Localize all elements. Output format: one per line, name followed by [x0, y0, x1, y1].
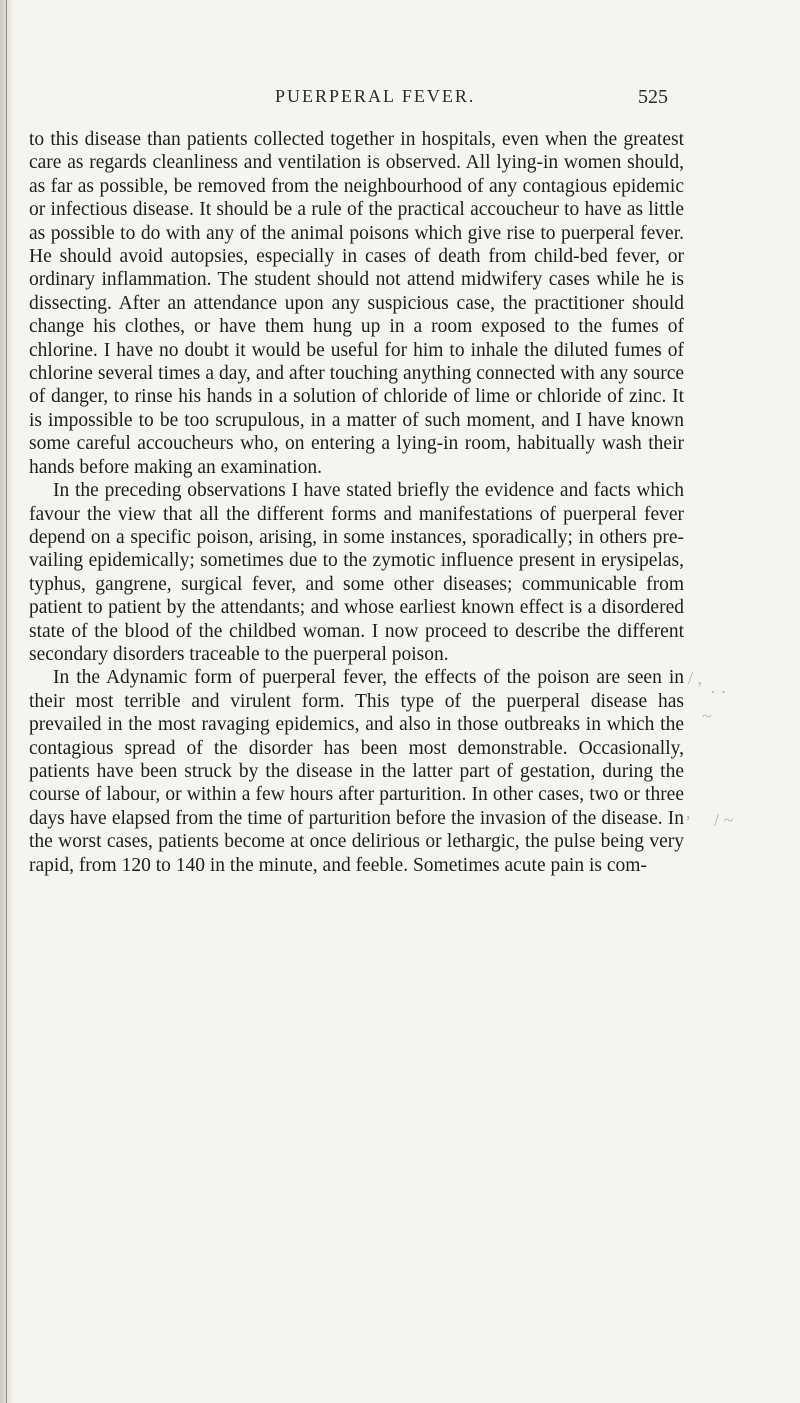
margin-mark: , — [686, 802, 691, 822]
paragraph-1: to this disease than patients collected together in hospitals, even when the greatest care as regards cleanliness and ventilation is observed. All lying-in women should, as far as possible, be removed from the neighbourhood of any contagious epidemic or infectious disease. It should be a rule of the practical accoucheur to have as little as possible to do with any of the animal poisons which give rise to puerperal fever. He should avoid autopsies, especially in cases of death from child-bed fever, or ordinary inflammation. The student should not attend midwifery cases while he is dissecting. After an attendance upon any suspicious case, the practitioner should change his clothes, or have them hung up in a room exposed to the fumes of chlorine. I have no doubt it would be useful for him to inhale the diluted fumes of chlorine several times a day, and after touching anything connected with any source of danger, to rinse his hands in a solution of chloride of lime or chloride of zinc. It is impossible to be too scrupulous, in a matter of such moment, and I have known some careful accoucheurs who, on entering a lying-in room, habitually wash their hands before making an examination. — [29, 129, 684, 478]
margin-mark: / ~ — [714, 810, 734, 830]
margin-mark: / , — [688, 668, 703, 688]
page-header — [0, 86, 800, 116]
page-gutter — [0, 0, 14, 1403]
margin-mark: ~ — [702, 706, 712, 726]
paragraph-3: In the Adynamic form of puerperal fever, the effects of the poison are seen in their most terrible and virulent form. This type of the puerperal disease has prevailed in the most ravaging epidemics, and also in those outbreaks in which the contagious spread of the disorder has been most demonstrable. Occasionally, patients have been struck by the disease in the latter part of gestation, during the course of labour, or within a few hours after parturition. In other cases, two or three days have elapsed from the time of parturition before the invasion of the disease. In the worst cases, patients become at once delirious or lethargic, the pulse being very rapid, from 120 to 140 in the minute, and feeble. Sometimes acute pain is com- — [29, 667, 684, 876]
page-number: 525 — [638, 86, 668, 108]
faint-margin-marks — [680, 668, 790, 828]
paragraph-2: In the preceding observations I have stated briefly the evidence and facts which favour the view that all the different forms and manifestations of puerperal fever depend on a specific poison, arising, in some instances, sporadically; in others prevailing epidemically; sometimes due to the zymotic influence present in erysipelas, typhus, gangrene, surgical fever, and some other diseases; communicable from patient to patient by the attendants; and whose earliest known effect is a disordered state of the blood of the childbed woman. I now proceed to describe the different secondary disorders traceable to the puerperal poison. — [29, 480, 684, 665]
gutter-line — [6, 0, 7, 1403]
running-title: PUERPERAL FEVER. — [275, 86, 476, 106]
margin-mark: · · — [710, 682, 727, 702]
body-text — [29, 128, 684, 877]
